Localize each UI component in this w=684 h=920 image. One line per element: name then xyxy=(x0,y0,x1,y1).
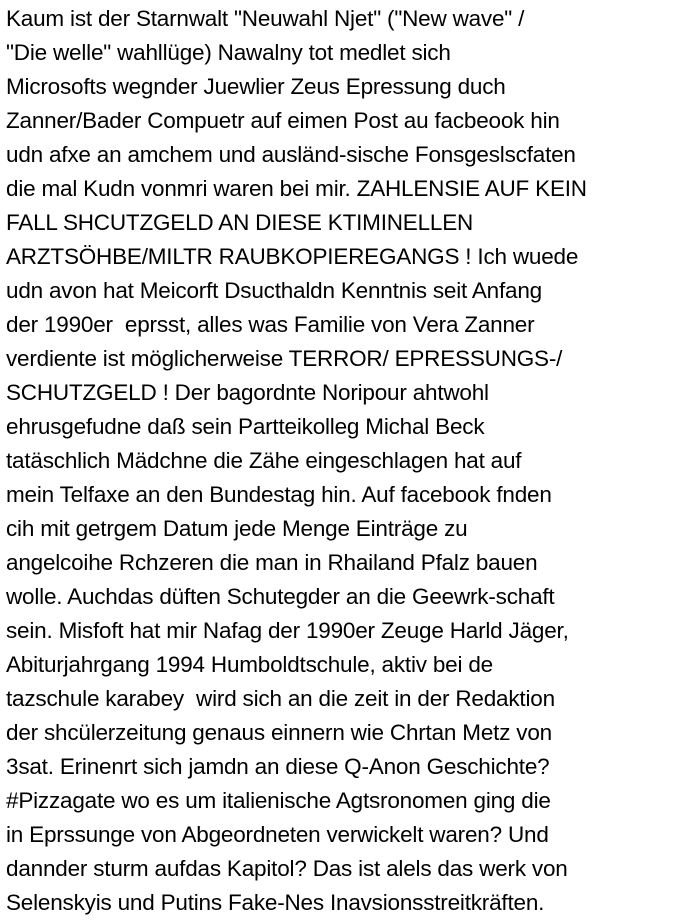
text-line: Selenskyis und Putins Fake-Nes Inavsionsstreitkräften. xyxy=(6,890,545,915)
text-line: der 1990er eprsst, alles was Familie von Vera Zanner xyxy=(6,312,535,337)
text-line: mein Telfaxe an den Bundestag hin. Auf facebook fnden xyxy=(6,482,552,507)
text-line: sein. Misfoft hat mir Nafag der 1990er Zeuge Harld Jäger, xyxy=(6,618,569,643)
text-line: Zanner/Bader Compuetr auf eimen Post au facbeook hin xyxy=(6,108,560,133)
text-line: Microsofts wegnder Juewlier Zeus Epressung duch xyxy=(6,74,506,99)
text-line: die mal Kudn vonmri waren bei mir. ZAHLENSIE AUF KEIN xyxy=(6,176,587,201)
text-line: FALL SHCUTZGELD AN DIESE KTIMINELLEN xyxy=(6,210,474,235)
text-line: udn avon hat Meicorft Dsucthaldn Kenntnis seit Anfang xyxy=(6,278,542,303)
text-line: tazschule karabey wird sich an die zeit in der Redaktion xyxy=(6,686,555,711)
text-line: angelcoihe Rchzeren die man in Rhailand Pfalz bauen xyxy=(6,550,538,575)
text-line: Abiturjahrgang 1994 Humboldtschule, aktiv bei de xyxy=(6,652,493,677)
text-line: udn afxe an amchem und ausländ-sische Fonsgeslscfaten xyxy=(6,142,576,167)
document-text xyxy=(6,2,682,920)
text-line: der shcülerzeitung genaus einnern wie Chrtan Metz von xyxy=(6,720,552,745)
text-line: ARZTSÖHBE/MILTR RAUBKOPIEREGANGS ! Ich wuede xyxy=(6,244,579,269)
text-line: "Die welle" wahllüge) Nawalny tot medlet sich xyxy=(6,40,451,65)
text-line: ehrusgefudne daß sein Partteikolleg Michal Beck xyxy=(6,414,485,439)
text-line: cih mit getrgem Datum jede Menge Einträge zu xyxy=(6,516,468,541)
text-line: Kaum ist der Starnwalt "Neuwahl Njet" ("New wave" / xyxy=(6,6,525,31)
text-line: in Eprssunge von Abgeordneten verwickelt waren? Und xyxy=(6,822,549,847)
text-line: SCHUTZGELD ! Der bagordnte Noripour ahtwohl xyxy=(6,380,489,405)
text-line: verdiente ist möglicherweise TERROR/ EPRESSUNGS-/ xyxy=(6,346,563,371)
text-line: #Pizzagate wo es um italienische Agtsronomen ging die xyxy=(6,788,551,813)
text-line: 3sat. Erinenrt sich jamdn an diese Q-Anon Geschichte? xyxy=(6,754,550,779)
text-line: tatäschlich Mädchne die Zähe eingeschlagen hat auf xyxy=(6,448,522,473)
text-line: dannder sturm aufdas Kapitol? Das ist alels das werk von xyxy=(6,856,568,881)
text-line: wolle. Auchdas düften Schutegder an die Geewrk-schaft xyxy=(6,584,555,609)
